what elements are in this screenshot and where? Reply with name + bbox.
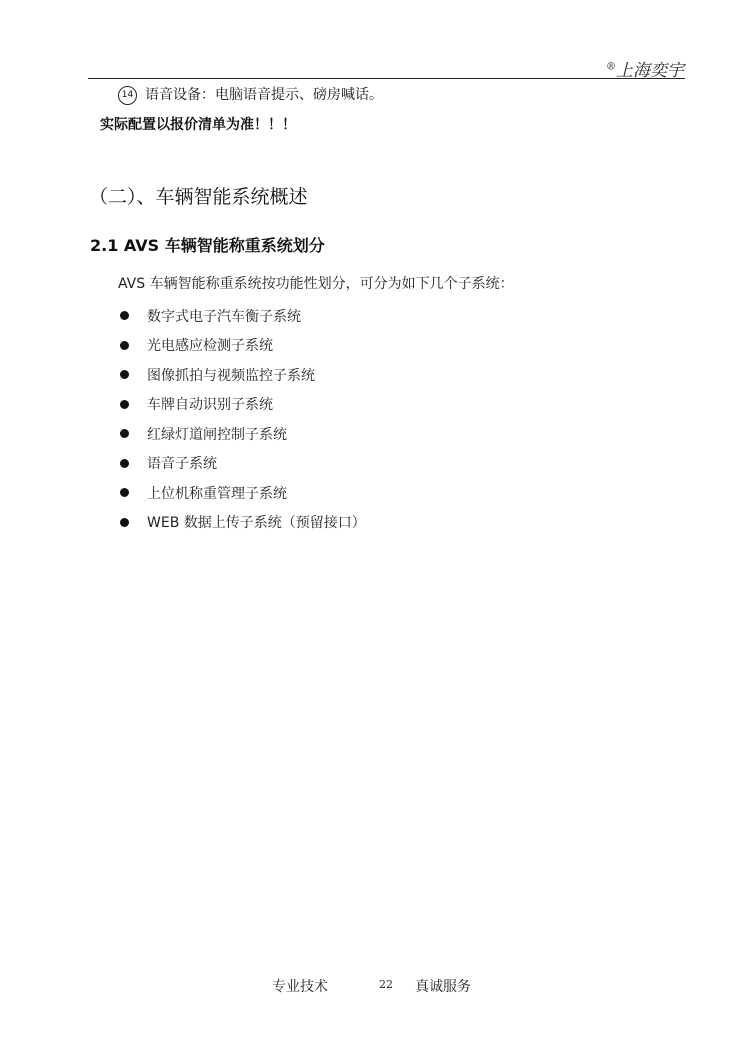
footer-right-text: 真诚服务 <box>415 979 471 995</box>
list-item <box>118 390 366 420</box>
bullet-icon <box>120 459 129 468</box>
section-heading: （二）、车辆智能系统概述 <box>89 186 308 208</box>
bullet-icon <box>120 488 129 497</box>
page-number: 22 <box>379 978 393 991</box>
list-item <box>118 508 366 538</box>
brand-name: 上海奕宇 <box>616 61 684 81</box>
list-item-label: 上位机称重管理子系统 <box>147 485 287 502</box>
list-item <box>118 419 366 449</box>
config-note: 实际配置以报价清单为准！！！ <box>100 117 296 133</box>
list-item-14 <box>118 85 383 105</box>
bullet-icon <box>120 429 129 438</box>
list-item <box>118 331 366 361</box>
list-item-label: 车牌自动识别子系统 <box>147 397 273 414</box>
subsystem-list <box>118 301 366 537</box>
bullet-icon <box>120 400 129 409</box>
bullet-icon <box>120 518 129 527</box>
list-item <box>118 449 366 479</box>
list-item-label: 数字式电子汽车衡子系统 <box>147 308 301 325</box>
footer-left-text: 专业技术 <box>272 979 328 995</box>
list-item-label: 光电感应检测子系统 <box>147 338 273 355</box>
intro-paragraph: AVS 车辆智能称重系统按功能性划分，可分为如下几个子系统： <box>118 276 514 292</box>
bullet-icon <box>120 341 129 350</box>
list-item <box>118 301 366 331</box>
list-item <box>118 478 366 508</box>
registered-mark: ® <box>606 61 616 73</box>
list-item-14-text: 语音设备：电脑语音提示、磅房喊话。 <box>145 87 383 103</box>
list-item-label: WEB 数据上传子系统（预留接口） <box>147 515 366 532</box>
bullet-icon <box>120 370 129 379</box>
circled-number: 14 <box>118 86 137 105</box>
list-item <box>118 360 366 390</box>
header-divider <box>88 78 685 79</box>
subsection-heading: 2.1 AVS 车辆智能称重系统划分 <box>90 236 325 255</box>
list-item-label: 图像抓拍与视频监控子系统 <box>147 367 315 384</box>
list-item-label: 语音子系统 <box>147 456 217 473</box>
list-item-label: 红绿灯道闸控制子系统 <box>147 426 287 443</box>
bullet-icon <box>120 311 129 320</box>
